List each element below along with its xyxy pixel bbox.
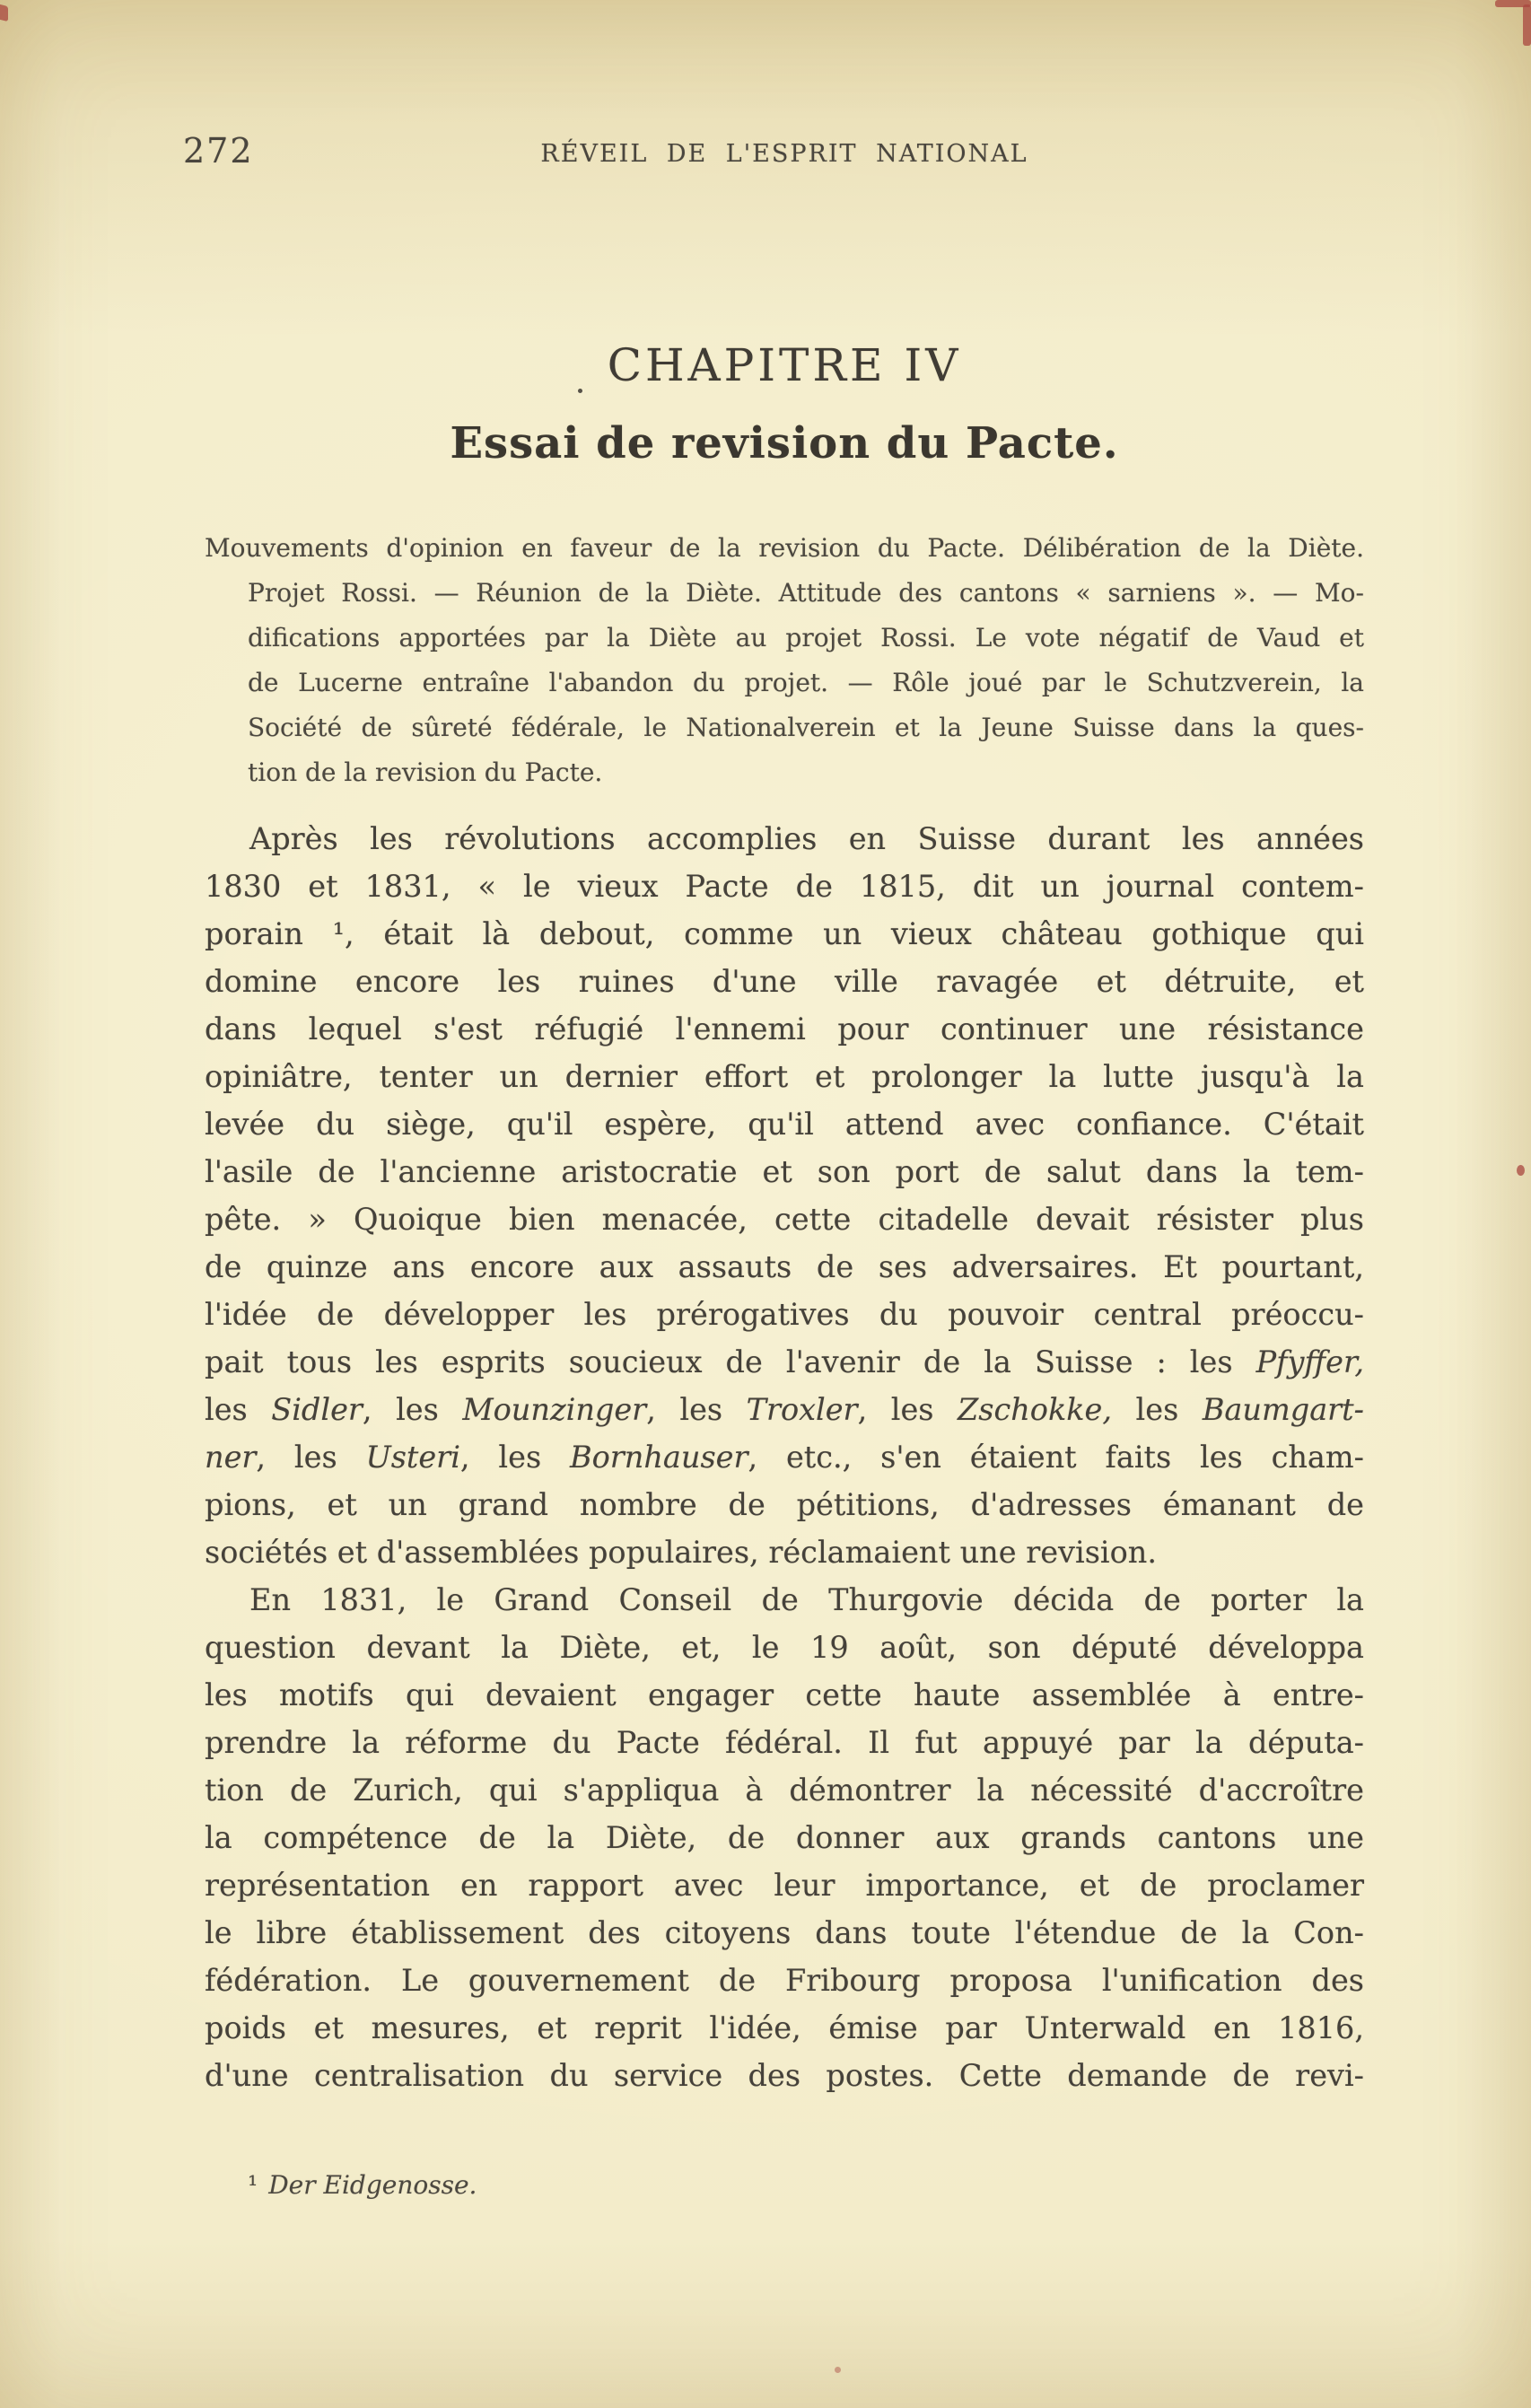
chapter-summary	[205, 526, 1364, 795]
body-line: prendre la réforme du Pacte fédéral. Il fut appuyé par la députa-	[205, 1725, 1364, 1760]
body-line: domine encore les ruines d'une ville ravagée et détruite, et	[205, 964, 1364, 999]
page-number: 272	[183, 131, 254, 171]
body-line: l'idée de développer les prérogatives du pouvoir central préoccu-	[205, 1297, 1364, 1332]
body-line: les motifs qui devaient engager cette haute assemblée à entre-	[205, 1677, 1364, 1712]
body-line: les Sidler, les Mounzinger, les Troxler, les Zschokke, les Baumgart-	[205, 1392, 1364, 1427]
summary-line: tion de la revision du Pacte.	[248, 757, 603, 787]
body-line: pête. » Quoique bien menacée, cette citadelle devait résister plus	[205, 1202, 1364, 1237]
body-line: l'asile de l'ancienne aristocratie et son port de salut dans la tem-	[205, 1154, 1364, 1189]
printers-dot	[578, 389, 582, 393]
body-line: En 1831, le Grand Conseil de Thurgovie décida de porter la	[249, 1582, 1364, 1617]
body-line: ner, les Usteri, les Bornhauser, etc., s'en étaient faits les cham-	[205, 1440, 1364, 1475]
summary-line: Projet Rossi. — Réunion de la Diète. Attitude des cantons « sarniens ». — Mo-	[248, 578, 1364, 608]
running-header: RÉVEIL DE L'ESPRIT NATIONAL	[540, 140, 1028, 168]
chapter-title: Essai de revision du Pacte.	[450, 418, 1119, 468]
body-line: porain ¹, était là debout, comme un vieux château gothique qui	[205, 916, 1364, 951]
footnote	[248, 2170, 477, 2200]
body-line: pions, et un grand nombre de pétitions, d'adresses émanant de	[205, 1487, 1364, 1522]
body-line: la compétence de la Diète, de donner aux grands cantons une	[205, 1820, 1364, 1855]
scan-artifact-top-left	[0, 4, 8, 22]
body-line: question devant la Diète, et, le 19 août, son député développa	[205, 1630, 1364, 1665]
footnote-text: Der Eidgenosse.	[268, 2170, 477, 2200]
body-line: d'une centralisation du service des postes. Cette demande de revi-	[205, 2058, 1364, 2093]
footnote-marker: ¹	[248, 2170, 258, 2200]
summary-line: Mouvements d'opinion en faveur de la revision du Pacte. Délibération de la Diète.	[205, 533, 1364, 563]
italic-text: Zschokke,	[957, 1392, 1113, 1427]
italic-text: Pfyffer,	[1255, 1344, 1364, 1379]
body-line: dans lequel s'est réfugié l'ennemi pour continuer une résistance	[205, 1011, 1364, 1046]
italic-text: Sidler	[271, 1392, 363, 1427]
italic-text: ner	[205, 1440, 257, 1475]
body-line: fédération. Le gouvernement de Fribourg proposa l'unification des	[205, 1963, 1364, 1998]
body-line: levée du siège, qu'il espère, qu'il attend avec confiance. C'était	[205, 1107, 1364, 1142]
italic-text: Mounzinger	[462, 1392, 647, 1427]
body-line: représentation en rapport avec leur importance, et de proclamer	[205, 1868, 1364, 1903]
body-line: opiniâtre, tenter un dernier effort et prolonger la lutte jusqu'à la	[205, 1059, 1364, 1094]
italic-text: Baumgart-	[1202, 1392, 1364, 1427]
summary-line: difications apportées par la Diète au projet Rossi. Le vote négatif de Vaud et	[248, 623, 1364, 652]
body-line: 1830 et 1831, « le vieux Pacte de 1815, dit un journal contem-	[205, 869, 1364, 904]
italic-text: Usteri	[365, 1440, 460, 1475]
italic-text: Troxler	[746, 1392, 858, 1427]
body-line: pait tous les esprits soucieux de l'avenir de la Suisse : les Pfyffer,	[205, 1344, 1364, 1379]
body-line: tion de Zurich, qui s'appliqua à démontrer la nécessité d'accroître	[205, 1773, 1364, 1808]
scan-artifact-right-edge	[1517, 1165, 1525, 1176]
body-line: le libre établissement des citoyens dans toute l'étendue de la Con-	[205, 1915, 1364, 1950]
body-text	[205, 815, 1364, 2099]
body-line: poids et mesures, et reprit l'idée, émise par Unterwald en 1816,	[205, 2010, 1364, 2045]
body-line: sociétés et d'assemblées populaires, réclamaient une revision.	[205, 1535, 1157, 1570]
summary-line: de Lucerne entraîne l'abandon du projet. — Rôle joué par le Schutzverein, la	[248, 668, 1364, 697]
scan-artifact-top-right-edge	[1523, 4, 1531, 46]
body-line: Après les révolutions accomplies en Suisse durant les années	[249, 821, 1364, 856]
summary-line: Société de sûreté fédérale, le Nationalverein et la Jeune Suisse dans la ques-	[248, 713, 1364, 742]
body-line: de quinze ans encore aux assauts de ses adversaires. Et pourtant,	[205, 1249, 1364, 1284]
italic-text: Bornhauser	[569, 1440, 748, 1475]
scan-artifact-bottom	[835, 2367, 841, 2373]
chapter-heading: CHAPITRE IV	[607, 339, 962, 391]
